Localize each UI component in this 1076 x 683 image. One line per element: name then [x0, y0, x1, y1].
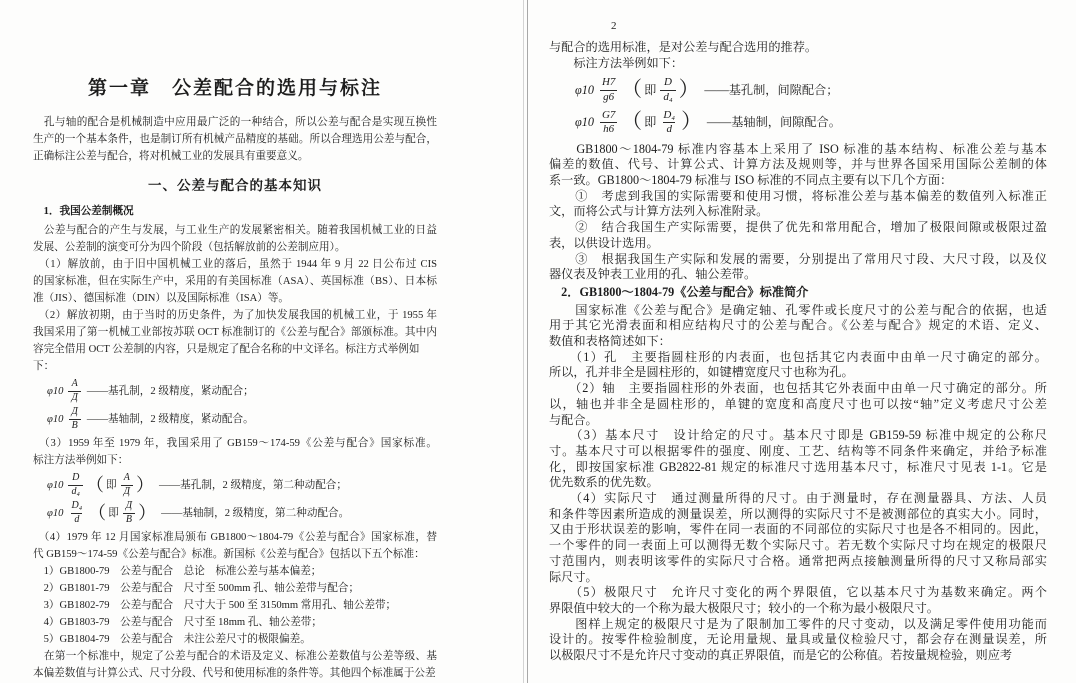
text-line: 图样上规定的极限尺寸是为了限制加工零件的尺寸变动，以及满足零件使用功能而 — [549, 616, 1047, 631]
text-line: GB1800～1804-79 标准内容基本上采用了 ISO 标准的基本结构、标准公差与基本 — [549, 141, 1047, 156]
text-line: ② 结合我国生产实际需要，提供了优先和常用配合，增加了极限间隙或极限过盈 — [549, 220, 1047, 235]
text-line: 国家标准《公差与配合》是确定轴、孔零件或长度尺寸的公差与配合的依据，也适 — [549, 302, 1047, 317]
paragraph-gb159 — [33, 435, 437, 469]
text-line: 在第一个标准中，规定了公差与配合的术语及定义、标准公差数值与公差等级、基 — [33, 651, 437, 662]
difference-item-2 — [549, 220, 1047, 251]
text-line: 准（JIS）、德国标准（DIN）以及国际标准（ISA）等。 — [33, 293, 290, 304]
paragraph-continuation — [549, 40, 1047, 56]
text-line: （4）1979 年 12 月国家标准局颁布 GB1800～1804-79《公差与配合》国家标准，替 — [33, 532, 437, 543]
text-line: 设计的。按零件检验制度，无论用量规、量具或量仪检验尺寸，都会存在测量误差，所 — [549, 632, 1047, 647]
text-line: 容完全借用 OCT 公差制的内容，只是规定了配合名称的中文译名。标注方式举例如下： — [33, 344, 420, 372]
left-page — [33, 76, 437, 682]
paragraph-gb1800-intro — [33, 529, 437, 563]
formula-gb159-shaft-basis — [47, 501, 437, 525]
subsection-heading-1: 1．我国公差制概况 — [33, 206, 134, 217]
text-line: 化，即按国家标准 GB2822-81 规定的标准尺寸选用基本尺寸，标准尺寸见表 1-1。它是 — [549, 459, 1047, 474]
open-paren: （ — [621, 79, 643, 102]
text-line: 际尺寸。 — [549, 569, 598, 584]
diameter-symbol: φ10 — [47, 385, 64, 397]
paragraph-iso-adoption — [549, 142, 1047, 189]
formula-caption: ——基孔制，2 级精度，紧动配合； — [86, 385, 254, 397]
text-line: 数值和表格简述如下： — [549, 334, 671, 349]
fit-fraction-old: $\frac{Д}{B}$ — [123, 501, 135, 525]
equivalence-label: 即 — [644, 114, 657, 129]
fit-fraction-old: $\frac{A}{Д}$ — [121, 473, 133, 497]
chapter-title: 第一章 公差配合的选用与标注 — [87, 78, 382, 99]
text-line: 用于其它光滑表面和相应结构尺寸的公差与配合。《公差与配合》规定的术语、定义、 — [549, 318, 1047, 333]
text-line: 寸。基本尺寸可以根据零件的强度、刚度、工艺、结构等不同条件来确定，并给予标准 — [549, 443, 1047, 458]
close-paren: ） — [681, 111, 702, 134]
close-paren: ） — [138, 502, 157, 523]
formula-caption: ——基轴制，2 级精度，第二种动配合。 — [161, 507, 350, 519]
page-gutter-shadow — [523, 0, 524, 683]
text-line: 发展、公差制的演变可分为四个阶段（包括解放前的公差制应用）。 — [33, 242, 346, 253]
fit-fraction: $\frac{G7}{h6}$ — [601, 108, 616, 136]
text-line: 和条件等因素所造成的测量误差，所以测得的实际尺寸不是被测部位的真实大小。同时， — [549, 506, 1047, 521]
paragraph-pre-liberation — [33, 256, 437, 307]
text-line: 的国家标准，但在实际生产中，采用的有美国标准（ASA）、英国标准（BS）、日本标 — [33, 276, 437, 287]
open-paren: （ — [85, 474, 104, 495]
text-line: 表，以供设计选用。 — [549, 235, 659, 250]
list-item: 3）GB1802-79 公差与配合 尺寸大于 500 至 3150mm 常用孔、轴公差带； — [33, 600, 397, 611]
formula-h7g6-hole-basis — [575, 77, 1047, 103]
text-line: 偏差的数值、代号、计算公式、计算方法及规则等，并与世界各国采用国际公差制的体 — [549, 157, 1047, 172]
formula-oct-hole-basis — [47, 379, 437, 403]
paragraph-early-liberation — [33, 307, 437, 375]
fit-fraction: $\frac{Д}{B}$ — [68, 407, 80, 431]
equivalence-label: 即 — [644, 82, 657, 97]
paragraph-notation-examples — [549, 56, 1047, 72]
text-line: （3）1959 年至 1979 年，我国采用了 GB159～174-59《公差与配合》国家标准。 — [33, 438, 437, 449]
text-line: 寸范围内，则表明该零件的实际尺寸合格。通常把两点接触测量所得的尺寸又称局部实 — [549, 553, 1047, 568]
paragraph-def-shaft — [549, 381, 1047, 428]
formula-caption: ——基轴制，间隙配合。 — [706, 114, 841, 129]
list-item: 4）GB1803-79 公差与配合 尺寸至 18mm 孔、轴公差带； — [33, 617, 322, 628]
right-page — [549, 40, 1047, 664]
page-gutter-line — [527, 0, 528, 683]
fit-fraction-old: $\frac{\text{D₄}}{d}$ — [663, 108, 676, 136]
fit-fraction-old: $\frac{D}{\text{d₄}}$ — [660, 77, 675, 103]
paragraph-drawing-limits — [549, 617, 1047, 664]
text-line: 器仪表及钟表工业用的孔、轴公差带。 — [549, 267, 757, 282]
text-line: ① 考虑到我国的实际需要和使用习惯，将标准公差与基本偏差的数值列入标准正 — [549, 188, 1047, 203]
text-line: 又由于形状误差的影响，零件在同一表面的不同部位的实际尺寸也是各不相同的。因此， — [549, 522, 1047, 537]
text-line: 一个零件的同一表面上可以测得无数个实际尺寸。若无数个实际尺寸均在规定的极限尺 — [549, 538, 1047, 553]
standards-list — [33, 563, 437, 648]
fit-fraction: $\frac{\text{D₄}}{d}$ — [71, 500, 83, 525]
paragraph-first-standard — [33, 648, 437, 682]
close-paren: ） — [678, 79, 700, 102]
text-line: 公差与配合的产生与发展，与工业生产的发展紧密相关。随着我国机械工业的日益 — [33, 225, 437, 236]
formula-gb159-hole-basis — [47, 473, 437, 497]
text-line: 标注方法举例如下： — [33, 455, 129, 466]
text-line: 系一致。GB1800～1804-79 标准与 ISO 标准的不同点主要有以下几个方面： — [549, 173, 953, 187]
fit-fraction: $\frac{D}{\text{d₄}}$ — [68, 473, 82, 497]
text-line: 本偏差数值与计算公式、尺寸分段、代号和使用标准的条件等。其他四个标准属于公差 — [33, 668, 436, 679]
difference-item-1 — [549, 189, 1047, 220]
list-item: 5）GB1804-79 公差与配合 未注公差尺寸的极限偏差。 — [33, 634, 311, 645]
subsection-heading-2: 2．GB1800～1804-79《公差与配合》标准简介 — [549, 284, 809, 299]
text-line: （1）解放前，由于旧中国机械工业的落后，虽然于 1944 年 9 月 22 日公布过 CIS — [33, 259, 437, 270]
text-line: 生产的一个基本条件，也是制订所有机械产品精度的基础。所以合理选用公差与配合， — [33, 134, 437, 145]
text-line: 我国采用了第一机械工业部按苏联 OCT 标准制订的《公差与配合》部颁标准。其中内 — [33, 327, 437, 338]
paragraph-standard-scope — [549, 303, 1047, 350]
equivalence-label: 即 — [108, 507, 119, 519]
section-heading: 一、公差与配合的基本知识 — [148, 178, 322, 193]
page-number: 2 — [611, 20, 617, 32]
diameter-symbol: φ10 — [47, 479, 64, 491]
formula-caption: ——基孔制，间隙配合； — [704, 82, 839, 97]
text-line: 以，轴也并非全是圆柱形的，单键的宽度和高度尺寸也可以按“轴”定义考虑尺寸公差 — [549, 396, 1047, 411]
text-line: 代 GB159～174-59《公差与配合》标准。新国标《公差与配合》包括以下五个标准： — [33, 549, 425, 560]
formula-oct-shaft-basis — [47, 407, 437, 431]
paragraph-def-basic-size — [549, 428, 1047, 491]
open-paren: （ — [88, 502, 107, 523]
paragraph-history-overview — [33, 222, 437, 256]
diameter-symbol: φ10 — [575, 114, 594, 129]
text-line: 所以，孔并非全是圆柱形的，如键槽宽度尺寸也称为孔。 — [549, 365, 854, 380]
formula-g7h6-shaft-basis — [575, 110, 1047, 136]
text-line: 以极限尺寸不是允许尺寸变动的真正界限值，而是它的公称值。若按量规检验，则应考 — [549, 648, 1013, 663]
close-paren: ） — [135, 474, 154, 495]
formula-caption: ——基孔制，2 级精度，第二种动配合； — [158, 479, 347, 491]
text-line: （1）孔 主要指圆柱形的内表面，也包括其它内表面中由单一尺寸确定的部分。 — [549, 349, 1047, 364]
paragraph-def-actual-size — [549, 491, 1047, 585]
diameter-symbol: φ10 — [47, 413, 64, 425]
diameter-symbol: φ10 — [575, 82, 594, 97]
text-line: ③ 根据我国生产实际和发展的需要，分别提出了常用尺寸段、大尺寸段，以及仪 — [549, 251, 1047, 266]
text-line: 优先数系的优先数。 — [549, 475, 659, 490]
intro-paragraph — [33, 114, 437, 165]
open-paren: （ — [621, 111, 643, 134]
equivalence-label: 即 — [105, 479, 117, 491]
text-line: 文，而将公式与计算方法列入标准附录。 — [549, 204, 769, 219]
text-line: 与配合的选用标准，是对公差与配合选用的推荐。 — [549, 40, 818, 54]
formula-caption: ——基轴制，2 级精度，紧动配合。 — [86, 413, 254, 425]
text-line: （4）实际尺寸 通过测量所得的尺寸。由于测量时，存在测量器具、方法、人员 — [549, 491, 1047, 506]
text-line: 标注方法举例如下： — [549, 55, 684, 70]
difference-item-3 — [549, 252, 1047, 283]
fit-fraction: $\frac{A}{Д}$ — [68, 379, 80, 403]
paragraph-def-hole — [549, 350, 1047, 381]
diameter-symbol: φ10 — [47, 507, 64, 519]
text-line: 界限值中较大的一个称为最大极限尺寸；较小的一个称为最小极限尺寸。 — [549, 600, 939, 615]
text-line: （5）极限尺寸 允许尺寸变化的两个界限值，它以基本尺寸为基数来确定。两个 — [549, 585, 1047, 600]
list-item: 2）GB1801-79 公差与配合 尺寸至 500mm 孔、轴公差带与配合； — [33, 583, 360, 594]
paragraph-def-limit-size — [549, 585, 1047, 616]
text-line: （3）基本尺寸 设计给定的尺寸。基本尺寸即是 GB159-59 标准中规定的公称尺 — [549, 428, 1047, 443]
fit-fraction: $\frac{H7}{g6}$ — [601, 76, 616, 103]
text-line: 孔与轴的配合是机械制造中应用最广泛的一种结合，所以公差与配合是实现互换性 — [33, 117, 437, 128]
text-line: （2）轴 主要指圆柱形的外表面，也包括其它外表面中由单一尺寸确定的部分。所 — [549, 381, 1047, 396]
list-item: 1）GB1800-79 公差与配合 总论 标准公差与基本偏差； — [33, 566, 322, 577]
text-line: 与配合。 — [549, 412, 598, 427]
text-line: （2）解放初期，由于当时的历史条件，为了加快发展我国的机械工业，于 1955 年 — [33, 310, 437, 321]
text-line: 正确标注公差与配合，将对机械工业的发展具有重要意义。 — [33, 151, 309, 162]
